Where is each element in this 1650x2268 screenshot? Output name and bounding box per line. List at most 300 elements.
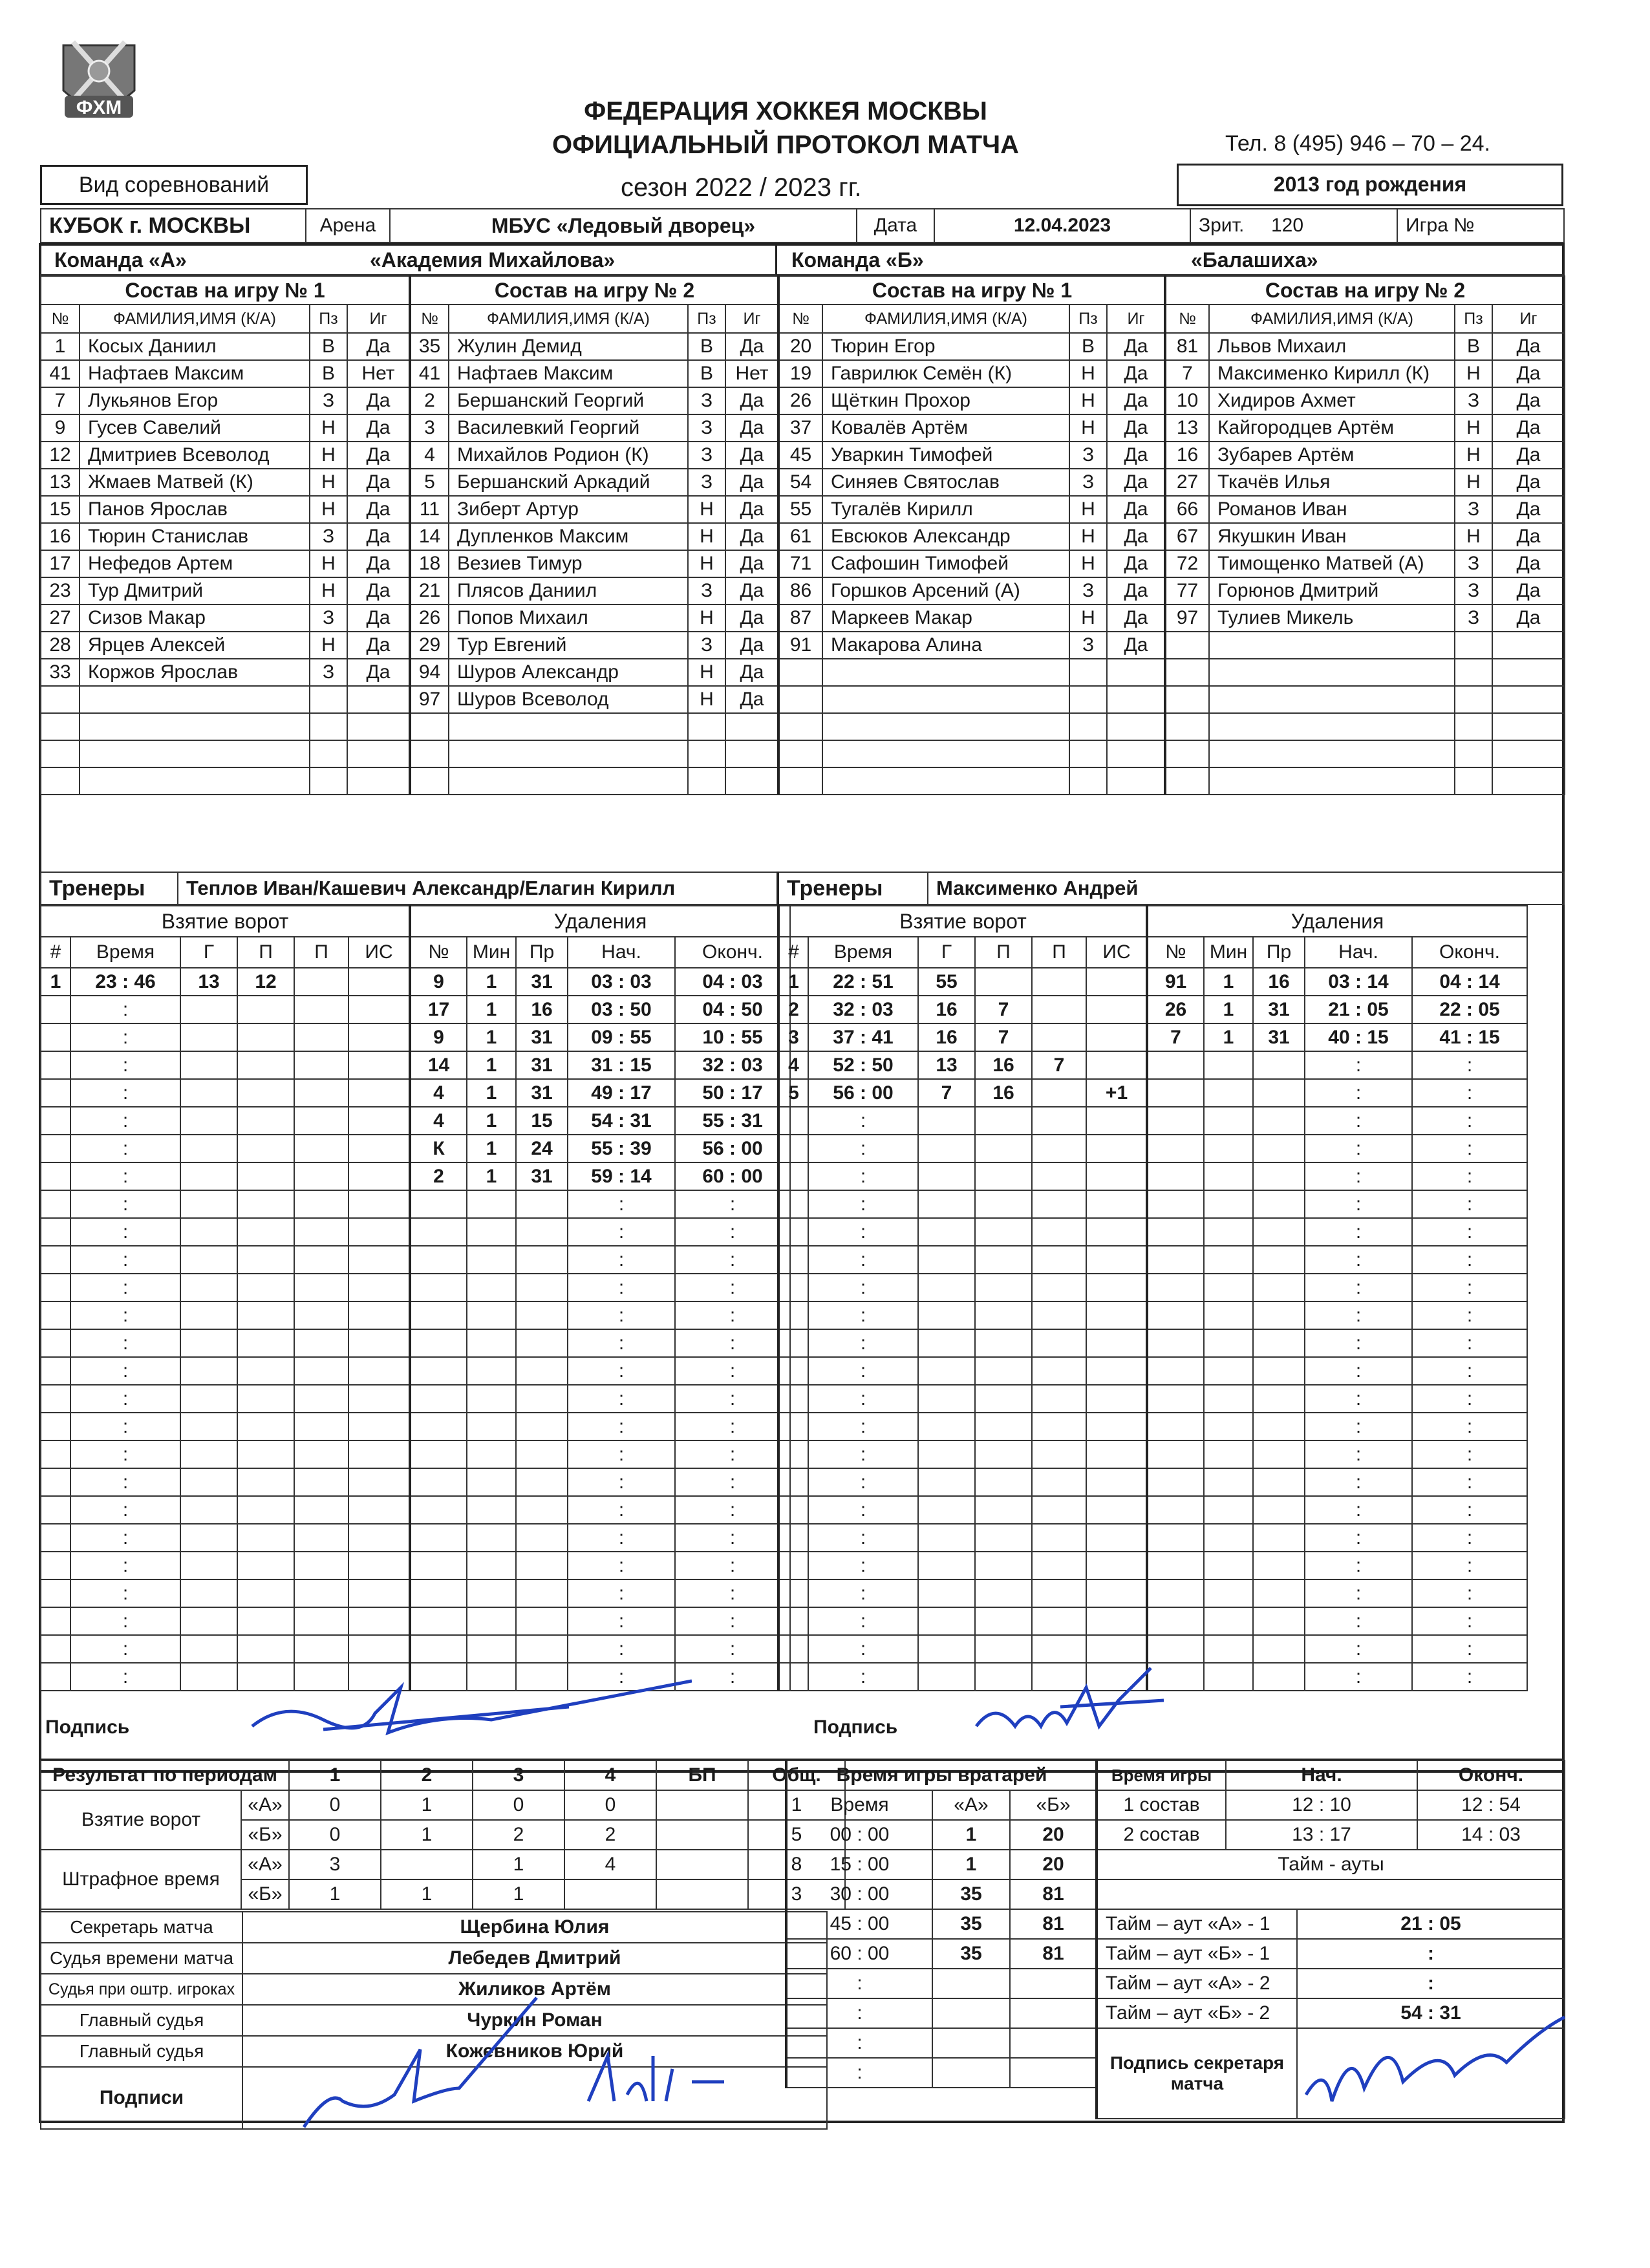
empty-cell — [410, 713, 449, 740]
goal-time-empty: : — [70, 1079, 180, 1107]
empty-cell — [1086, 1274, 1147, 1301]
goal-cell: 22 : 51 — [808, 968, 918, 996]
goal-cell — [1086, 968, 1147, 996]
empty-cell — [1147, 1524, 1204, 1552]
goal-time-empty: : — [70, 1607, 180, 1635]
period-col: Общ. — [748, 1760, 845, 1790]
official-name: Чуркин Роман — [242, 2005, 827, 2036]
official-name: Щербина Юлия — [242, 1912, 827, 1943]
player-name: Тур Евгений — [449, 632, 688, 659]
player-played: Да — [1492, 550, 1565, 577]
empty-cell — [1147, 1496, 1204, 1524]
empty-cell — [467, 1663, 516, 1691]
penalty-cell: 31 — [1253, 1023, 1305, 1051]
empty-cell — [1455, 659, 1492, 686]
timeout-label: Тайм – аут «Б» - 1 — [1097, 1939, 1297, 1969]
gk-a: 35 — [932, 1879, 1010, 1909]
player-played: Да — [347, 333, 409, 360]
empty-cell — [41, 1051, 70, 1079]
penalty-start-empty: : — [568, 1552, 675, 1579]
empty-cell — [180, 1607, 237, 1635]
empty-cell — [822, 686, 1069, 713]
goals-header: Г — [180, 937, 237, 968]
penalty-cell: 03 : 03 — [568, 968, 675, 996]
empty-cell — [348, 1162, 409, 1190]
empty-cell — [1204, 1329, 1253, 1357]
empty-cell — [41, 1274, 70, 1301]
empty-cell — [1032, 1524, 1086, 1552]
goal-cell: 5 — [778, 1079, 808, 1107]
empty-cell — [348, 1079, 409, 1107]
penalty-cell: 09 : 55 — [568, 1023, 675, 1051]
goal-cell: 1 — [778, 968, 808, 996]
empty-cell — [310, 767, 347, 795]
squad-end: 12 : 54 — [1417, 1790, 1565, 1820]
empty-cell — [410, 767, 449, 795]
player-played: Да — [347, 387, 409, 414]
squad: 1 состав — [1097, 1790, 1226, 1820]
empty-cell — [467, 1524, 516, 1552]
empty-cell — [688, 767, 725, 795]
penalty-cell: 32 : 03 — [675, 1051, 790, 1079]
empty-cell — [1086, 1468, 1147, 1496]
player-played: Да — [347, 577, 409, 604]
empty-cell — [1086, 1107, 1147, 1135]
player-played: Да — [347, 442, 409, 469]
empty-cell — [1032, 1440, 1086, 1468]
player-number: 21 — [410, 577, 449, 604]
empty-cell — [1253, 1663, 1305, 1691]
empty-cell — [80, 767, 310, 795]
goal-cell: 1 — [41, 968, 70, 996]
penalty-cell: 1 — [1204, 968, 1253, 996]
empty-cell — [294, 1301, 348, 1329]
gk-b — [1010, 2028, 1097, 2058]
empty-cell — [1204, 1301, 1253, 1329]
penalty-start-empty: : — [568, 1357, 675, 1385]
birth-year-box — [1177, 164, 1563, 206]
penalty-end-empty: : — [675, 1524, 790, 1552]
player-played: Да — [725, 387, 778, 414]
goal-cell: 56 : 00 — [808, 1079, 918, 1107]
empty-cell — [237, 1635, 294, 1663]
game-time — [1095, 1760, 1565, 1910]
player-number: 20 — [778, 333, 822, 360]
penalty-end-empty: : — [675, 1579, 790, 1607]
team-a-label: Команда «А» — [54, 248, 187, 272]
empty-cell — [975, 1635, 1032, 1663]
empty-cell — [410, 1440, 467, 1468]
player-name: Нефедов Артем — [80, 550, 310, 577]
goals-header: П — [975, 937, 1032, 968]
empty-cell — [348, 1663, 409, 1691]
player-name: Хидиров Ахмет — [1209, 387, 1455, 414]
goal-cell — [975, 968, 1032, 996]
empty-cell — [348, 1329, 409, 1357]
penalty-end-empty: : — [675, 1246, 790, 1274]
empty-cell — [180, 1162, 237, 1190]
empty-cell — [41, 1079, 70, 1107]
goal-time-empty: : — [808, 1524, 918, 1552]
goal-cell: 13 — [918, 1051, 975, 1079]
gk-a: 1 — [932, 1820, 1010, 1850]
period-row-label: Штрафное время — [41, 1850, 241, 1909]
goal-time-empty: : — [70, 1552, 180, 1579]
official-role: Судья при оштр. игроках — [41, 1974, 242, 2005]
period-col: 3 — [473, 1760, 564, 1790]
empty-cell — [918, 1440, 975, 1468]
penalty-end-empty: : — [1412, 1079, 1527, 1107]
goals-header: Время — [808, 937, 918, 968]
empty-cell — [348, 1051, 409, 1079]
player-name: Ткачёв Илья — [1209, 469, 1455, 496]
gk-time: : — [786, 2028, 932, 2058]
player-position: З — [1455, 604, 1492, 632]
empty-cell — [1253, 1301, 1305, 1329]
empty-cell — [41, 1579, 70, 1607]
col-played: Иг — [347, 305, 409, 333]
penalty-start-empty: : — [568, 1579, 675, 1607]
goal-time-empty: : — [70, 1468, 180, 1496]
empty-cell — [180, 1023, 237, 1051]
player-number: 7 — [41, 387, 80, 414]
goal-cell — [1086, 1023, 1147, 1051]
empty-cell — [1204, 1413, 1253, 1440]
empty-cell — [41, 1135, 70, 1162]
player-played: Да — [1107, 442, 1165, 469]
empty-cell — [516, 1218, 568, 1246]
squad-end: 14 : 03 — [1417, 1820, 1565, 1850]
empty-cell — [1253, 1468, 1305, 1496]
player-played: Да — [347, 604, 409, 632]
empty-cell — [294, 996, 348, 1023]
player-number: 3 — [410, 414, 449, 442]
empty-cell — [1204, 1357, 1253, 1385]
penalty-end-empty: : — [1412, 1440, 1527, 1468]
official-role: Главный судья — [41, 2005, 242, 2036]
empty-cell — [294, 1079, 348, 1107]
player-played: Да — [725, 632, 778, 659]
empty-cell — [1204, 1246, 1253, 1274]
goal-time-empty: : — [808, 1135, 918, 1162]
empty-cell — [1086, 1579, 1147, 1607]
penalty-cell: 16 — [516, 996, 568, 1023]
player-position: Н — [688, 604, 725, 632]
empty-cell — [918, 1218, 975, 1246]
empty-cell — [41, 1496, 70, 1524]
penalty-cell: 59 : 14 — [568, 1162, 675, 1190]
penalty-end-empty: : — [1412, 1468, 1527, 1496]
penalty-start-empty: : — [568, 1385, 675, 1413]
empty-cell — [410, 1246, 467, 1274]
empty-cell — [467, 1218, 516, 1246]
player-position: Н — [310, 496, 347, 523]
empty-cell — [1455, 767, 1492, 795]
coaches-row — [40, 872, 1565, 905]
empty-cell — [918, 1301, 975, 1329]
penalty-cell: 10 : 55 — [675, 1023, 790, 1051]
empty-cell — [1253, 1385, 1305, 1413]
empty-cell — [1032, 1496, 1086, 1524]
goal-time-empty: : — [808, 1468, 918, 1496]
empty-cell — [1147, 1385, 1204, 1413]
period-row-label: Взятие ворот — [41, 1790, 241, 1850]
squad-start: 12 : 10 — [1226, 1790, 1417, 1820]
goal-time-empty: : — [808, 1607, 918, 1635]
empty-cell — [822, 767, 1069, 795]
goal-time-empty: : — [70, 1051, 180, 1079]
empty-cell — [918, 1385, 975, 1413]
period-value: 0 — [473, 1790, 564, 1820]
empty-cell — [975, 1552, 1032, 1579]
player-played: Да — [725, 496, 778, 523]
empty-cell — [41, 1329, 70, 1357]
player-number: 18 — [410, 550, 449, 577]
period-value: 1 — [381, 1820, 473, 1850]
empty-cell — [1253, 1496, 1305, 1524]
empty-cell — [1209, 686, 1455, 713]
player-position: З — [1455, 550, 1492, 577]
empty-cell — [822, 740, 1069, 767]
goal-cell — [1086, 1051, 1147, 1079]
empty-cell — [294, 1496, 348, 1524]
empty-cell — [975, 1385, 1032, 1413]
penalty-end-empty: : — [675, 1413, 790, 1440]
empty-cell — [348, 1357, 409, 1385]
empty-cell — [778, 659, 822, 686]
penalty-cell: 1 — [467, 1107, 516, 1135]
empty-cell — [294, 1385, 348, 1413]
penalty-start-empty: : — [568, 1607, 675, 1635]
empty-cell — [237, 1329, 294, 1357]
player-position: З — [688, 577, 725, 604]
penalty-cell: 03 : 14 — [1305, 968, 1412, 996]
player-name: Нафтаев Максим — [80, 360, 310, 387]
col-played: Иг — [725, 305, 778, 333]
empty-cell — [1147, 1552, 1204, 1579]
player-played: Да — [1107, 523, 1165, 550]
empty-cell — [449, 713, 688, 740]
player-number: 10 — [1165, 387, 1209, 414]
empty-cell — [1253, 1162, 1305, 1190]
goal-cell: 7 — [918, 1079, 975, 1107]
empty-cell — [310, 713, 347, 740]
squad: 2 состав — [1097, 1820, 1226, 1850]
player-name: Максименко Кирилл (К) — [1209, 360, 1455, 387]
empty-cell — [1253, 1190, 1305, 1218]
empty-cell — [41, 740, 80, 767]
empty-cell — [1253, 1079, 1305, 1107]
penalty-start-empty: : — [568, 1274, 675, 1301]
empty-cell — [1165, 659, 1209, 686]
goals-header: П — [294, 937, 348, 968]
empty-cell — [918, 1107, 975, 1135]
empty-cell — [1086, 1663, 1147, 1691]
goal-time-empty: : — [70, 1635, 180, 1663]
col-name: ФАМИЛИЯ,ИМЯ (К/А) — [449, 305, 688, 333]
penalty-cell: 41 : 15 — [1412, 1023, 1527, 1051]
gk-title: Время игры вратарей — [786, 1760, 1097, 1790]
player-position: Н — [310, 414, 347, 442]
gk-time: 30 : 00 — [786, 1879, 932, 1909]
empty-cell — [778, 1218, 808, 1246]
signature-label-b: Подпись — [813, 1717, 898, 1738]
col-pos: Пз — [688, 305, 725, 333]
official-role: Главный судья — [41, 2036, 242, 2067]
player-played: Да — [725, 550, 778, 577]
player-played: Да — [725, 686, 778, 713]
empty-cell — [1147, 1162, 1204, 1190]
penalty-cell: 55 : 39 — [568, 1135, 675, 1162]
penalty-end-empty: : — [1412, 1385, 1527, 1413]
penalties-header: Оконч. — [1412, 937, 1527, 968]
empty-cell — [1032, 1607, 1086, 1635]
player-played: Да — [725, 333, 778, 360]
player-number: 26 — [410, 604, 449, 632]
player-number: 33 — [41, 659, 80, 686]
player-number: 7 — [1165, 360, 1209, 387]
gk-b: 81 — [1010, 1879, 1097, 1909]
penalty-end-empty: : — [1412, 1301, 1527, 1329]
empty-cell — [467, 1329, 516, 1357]
empty-cell — [348, 1135, 409, 1162]
empty-cell — [348, 1607, 409, 1635]
gk-b: 81 — [1010, 1909, 1097, 1939]
period-value: 1 — [748, 1790, 845, 1820]
empty-cell — [237, 1107, 294, 1135]
player-position: Н — [688, 523, 725, 550]
arena-label: Арена — [306, 209, 390, 242]
goal-time-empty: : — [70, 1246, 180, 1274]
empty-cell — [80, 713, 310, 740]
goals-header: П — [1032, 937, 1086, 968]
empty-cell — [778, 1301, 808, 1329]
empty-cell — [1147, 1413, 1204, 1440]
empty-cell — [1455, 686, 1492, 713]
empty-cell — [348, 1246, 409, 1274]
empty-cell — [1086, 1218, 1147, 1246]
empty-cell — [918, 1190, 975, 1218]
goal-time-empty: : — [70, 1218, 180, 1246]
period-results — [40, 1760, 846, 1910]
empty-cell — [778, 1190, 808, 1218]
timeout-label: Тайм – аут «А» - 2 — [1097, 1969, 1297, 1998]
empty-cell — [918, 1468, 975, 1496]
player-position: Н — [1069, 604, 1107, 632]
empty-cell — [975, 1107, 1032, 1135]
penalty-cell: 1 — [1204, 996, 1253, 1023]
penalty-start-empty: : — [1305, 1663, 1412, 1691]
empty-cell — [516, 1190, 568, 1218]
empty-cell — [822, 713, 1069, 740]
empty-cell — [348, 1413, 409, 1440]
empty-cell — [180, 1468, 237, 1496]
empty-cell — [778, 1107, 808, 1135]
period-value: 1 — [381, 1790, 473, 1820]
lineup-a1 — [40, 275, 410, 795]
coaches-a-label: Тренеры — [41, 872, 178, 904]
player-name: Горюнов Дмитрий — [1209, 577, 1455, 604]
empty-cell — [516, 1579, 568, 1607]
player-position: Н — [1069, 523, 1107, 550]
empty-cell — [41, 1468, 70, 1496]
empty-cell — [1297, 2028, 1565, 2119]
empty-cell — [41, 1663, 70, 1691]
player-number: 16 — [1165, 442, 1209, 469]
empty-cell — [1253, 1552, 1305, 1579]
col-no: № — [778, 305, 822, 333]
empty-cell — [410, 1468, 467, 1496]
empty-cell — [1032, 1579, 1086, 1607]
goals-header: # — [41, 937, 70, 968]
penalty-cell: 4 — [410, 1079, 467, 1107]
player-position: Н — [688, 686, 725, 713]
empty-cell — [348, 1274, 409, 1301]
goals-header: # — [778, 937, 808, 968]
empty-cell — [778, 686, 822, 713]
col-no: № — [41, 305, 80, 333]
penalty-end-empty: : — [675, 1440, 790, 1468]
gk-time: : — [786, 1998, 932, 2028]
player-position: З — [310, 387, 347, 414]
goals-header: ИС — [348, 937, 409, 968]
goal-cell: 16 — [918, 1023, 975, 1051]
empty-cell — [1032, 1663, 1086, 1691]
empty-cell — [778, 740, 822, 767]
empty-cell — [1032, 1218, 1086, 1246]
penalty-cell: 31 — [516, 968, 568, 996]
penalty-end-empty: : — [1412, 1552, 1527, 1579]
penalty-start-empty: : — [1305, 1329, 1412, 1357]
player-position: З — [688, 387, 725, 414]
empty-cell — [1086, 1524, 1147, 1552]
officials — [40, 1911, 828, 2130]
player-played: Нет — [725, 360, 778, 387]
empty-cell — [1086, 1607, 1147, 1635]
player-played: Да — [347, 414, 409, 442]
empty-cell — [516, 1635, 568, 1663]
player-number: 37 — [778, 414, 822, 442]
empty-cell — [410, 1524, 467, 1552]
player-number: 5 — [410, 469, 449, 496]
empty-cell — [688, 740, 725, 767]
penalty-cell: 1 — [467, 1051, 516, 1079]
empty-cell — [467, 1190, 516, 1218]
empty-cell — [516, 1468, 568, 1496]
penalty-cell: 40 : 15 — [1305, 1023, 1412, 1051]
penalty-cell: 26 — [1147, 996, 1204, 1023]
empty-cell — [237, 1524, 294, 1552]
empty-cell — [1209, 659, 1455, 686]
empty-cell — [1204, 1274, 1253, 1301]
player-number: 13 — [1165, 414, 1209, 442]
empty-cell — [1147, 1635, 1204, 1663]
player-name: Ярцев Алексей — [80, 632, 310, 659]
period-value — [656, 1879, 748, 1909]
penalty-start-empty: : — [568, 1524, 675, 1552]
empty-cell — [237, 1246, 294, 1274]
empty-cell — [1492, 632, 1565, 659]
player-number: 26 — [778, 387, 822, 414]
empty-cell — [410, 1218, 467, 1246]
col-name: ФАМИЛИЯ,ИМЯ (К/А) — [80, 305, 310, 333]
player-number: 66 — [1165, 496, 1209, 523]
empty-cell — [41, 1524, 70, 1552]
col-pos: Пз — [1455, 305, 1492, 333]
penalty-end-empty: : — [675, 1468, 790, 1496]
empty-cell — [516, 1357, 568, 1385]
goal-cell: +1 — [1086, 1079, 1147, 1107]
